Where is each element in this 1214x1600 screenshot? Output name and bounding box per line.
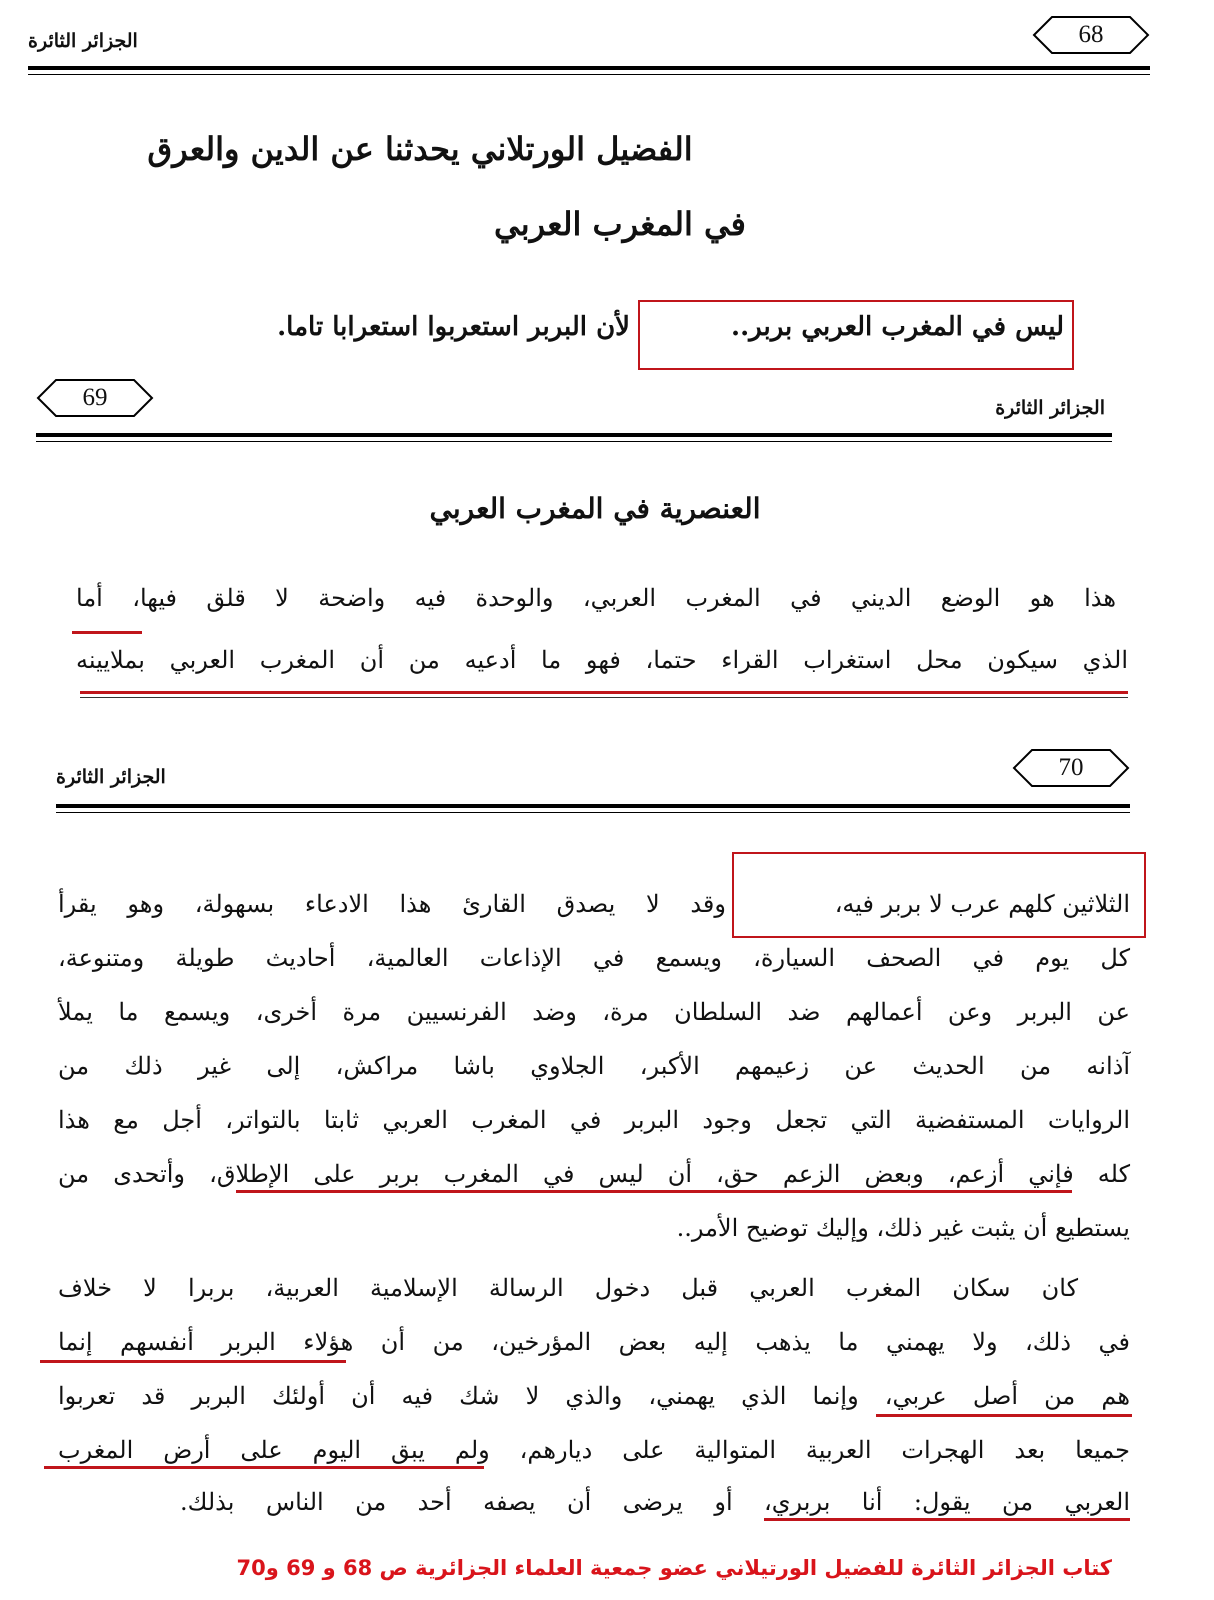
header-rule-thin bbox=[36, 441, 1112, 442]
text-line: آذانه من الحديث عن زعيمهم الأكبر، الجلاوي باشا مراكش، إلى غير ذلك من bbox=[58, 1052, 1130, 1080]
text-line: كل يوم في الصحف السيارة، ويسمع في الإذاعات العالمية، أحاديث طويلة ومتنوعة، bbox=[58, 944, 1130, 972]
underline-mark bbox=[40, 1360, 346, 1363]
page-number: 70 bbox=[1058, 754, 1084, 781]
text-line-boxed: الثلاثين كلهم عرب لا بربر فيه، bbox=[834, 890, 1130, 918]
header-rule bbox=[28, 66, 1150, 70]
quote-rest: لأن البربر استعربوا استعرابا تاما. bbox=[277, 312, 630, 342]
chapter-title-line2: في المغرب العربي bbox=[494, 205, 746, 243]
text-line: يستطيع أن يثبت غير ذلك، وإليك توضيح الأمر.. bbox=[676, 1214, 1130, 1242]
text-line: هذا هو الوضع الديني في المغرب العربي، والوحدة فيه واضحة لا قلق فيها، أما bbox=[76, 584, 1116, 612]
text-line: الروايات المستفضية التي تجعل وجود البربر في المغرب العربي ثابتا بالتواتر، أجل مع هذا bbox=[58, 1106, 1130, 1134]
header-rule bbox=[56, 804, 1130, 808]
quote-boxed: ليس في المغرب العربي بربر.. bbox=[731, 312, 1064, 342]
text-line: عن البربر وعن أعمالهم ضد السلطان مرة، وضد الفرنسيين مرة أخرى، ويسمع ما يملأ bbox=[58, 998, 1130, 1026]
page-number-badge bbox=[1032, 15, 1150, 55]
section-title: العنصرية في المغرب العربي bbox=[429, 492, 761, 525]
chapter-title: الفضيل الورتلاني يحدثنا عن الدين والعرق bbox=[147, 130, 693, 168]
header-rule-thin bbox=[56, 812, 1130, 813]
text-line: العربي من يقول: أنا بربري، أو يرضى أن يصفه أحد من الناس بذلك. bbox=[180, 1488, 1130, 1516]
page-number-badge bbox=[1012, 748, 1130, 788]
text-line: هم من أصل عربي، وإنما الذي يهمني، والذي لا شك فيه أن أولئك البربر قد تعربوا bbox=[58, 1382, 1130, 1410]
text-line: في ذلك، ولا يهمني ما يذهب إليه بعض المؤرخين، من أن هؤلاء البربر أنفسهم إنما bbox=[58, 1328, 1130, 1356]
header-rule-thin bbox=[28, 74, 1150, 75]
running-header: الجزائر الثائرة bbox=[28, 30, 138, 52]
underline-mark bbox=[72, 631, 142, 634]
running-header: الجزائر الثائرة bbox=[56, 766, 166, 788]
text-line: وقد لا يصدق القارئ هذا الادعاء بسهولة، وهو يقرأ bbox=[58, 890, 726, 918]
text-line: كان سكان المغرب العربي قبل دخول الرسالة الإسلامية العربية، بربرا لا خلاف bbox=[58, 1274, 1078, 1302]
running-header: الجزائر الثائرة bbox=[995, 397, 1105, 419]
page-number-badge bbox=[36, 378, 154, 418]
underline-mark bbox=[236, 1190, 1072, 1193]
underline-mark-shadow bbox=[80, 697, 1128, 698]
text-line: جميعا بعد الهجرات العربية المتوالية على ديارهم، ولم يبق اليوم على أرض المغرب bbox=[58, 1436, 1130, 1464]
source-caption: كتاب الجزائر الثائرة للفضيل الورتيلاني عضو جمعية العلماء الجزائرية ص 68 و 69 و70 bbox=[236, 1556, 1112, 1580]
page-number: 69 bbox=[82, 384, 108, 411]
underline-mark bbox=[80, 691, 1128, 694]
header-rule bbox=[36, 433, 1112, 437]
underline-mark bbox=[876, 1414, 1132, 1417]
underline-mark bbox=[44, 1466, 484, 1469]
text-line: كله فإني أزعم، وبعض الزعم حق، أن ليس في المغرب بربر على الإطلاق، وأتحدى من bbox=[58, 1160, 1130, 1188]
underline-mark bbox=[764, 1518, 1130, 1521]
page-number: 68 bbox=[1078, 21, 1104, 48]
text-line: الذي سيكون محل استغراب القراء حتما، فهو ما أدعيه من أن المغرب العربي بملايينه bbox=[76, 646, 1128, 674]
